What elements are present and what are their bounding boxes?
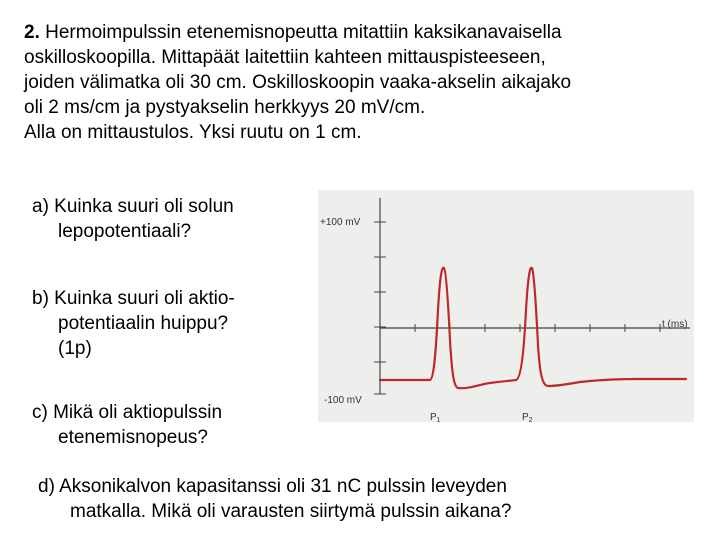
question-a [32,194,234,244]
p1-subscript: 1 [436,417,441,422]
question-d-line-1: d) Aksonikalvon kapasitanssi oli 31 nC pulssin leveyden [38,476,507,497]
problem-intro [24,20,716,145]
bottom-voltage-label: -100 mV [324,395,362,406]
question-b-line-1: b) Kuinka suuri oli aktio- [32,288,235,309]
intro-line-3: joiden välimatka oli 30 cm. Oskilloskoopin vaaka-akselin aikajako [24,72,572,93]
question-c-line-1: c) Mikä oli aktiopulssin [32,402,223,423]
p1-letter: P [430,412,437,422]
intro-line-5: Alla on mittaustulos. Yksi ruutu on 1 cm. [24,122,362,143]
oscilloscope-photo [318,190,694,422]
intro-line-1-text: Hermoimpulssin etenemisnopeutta mitattiin kaksikanavaisella [39,22,562,43]
question-c-line-2: etenemisnopeus? [58,427,208,448]
paper-sheen [318,190,694,422]
intro-line-1 [24,20,716,45]
question-d [38,474,511,524]
p2-subscript: 2 [528,417,533,422]
problem-number: 2. [24,22,40,43]
question-b-line-2: potentiaalin huippu? [58,313,229,334]
question-b-points: (1p) [58,338,92,359]
question-b [32,286,235,361]
question-c [32,400,222,450]
question-d-line-2: matkalla. Mikä oli varausten siirtymä pulssin aikana? [70,501,512,522]
oscilloscope-screen [318,190,694,422]
question-a-line-2: lepopotentiaali? [58,221,192,242]
p2-letter: P [522,412,529,422]
time-axis-label: t (ms) [662,319,688,330]
intro-line-4: oli 2 ms/cm ja pystyakselin herkkyys 20 mV/cm. [24,97,426,118]
intro-line-2: oskilloskoopilla. Mittapäät laitettiin kahteen mittauspisteeseen, [24,47,546,68]
question-a-line-1: a) Kuinka suuri oli solun [32,196,234,217]
top-voltage-label: +100 mV [320,217,361,228]
